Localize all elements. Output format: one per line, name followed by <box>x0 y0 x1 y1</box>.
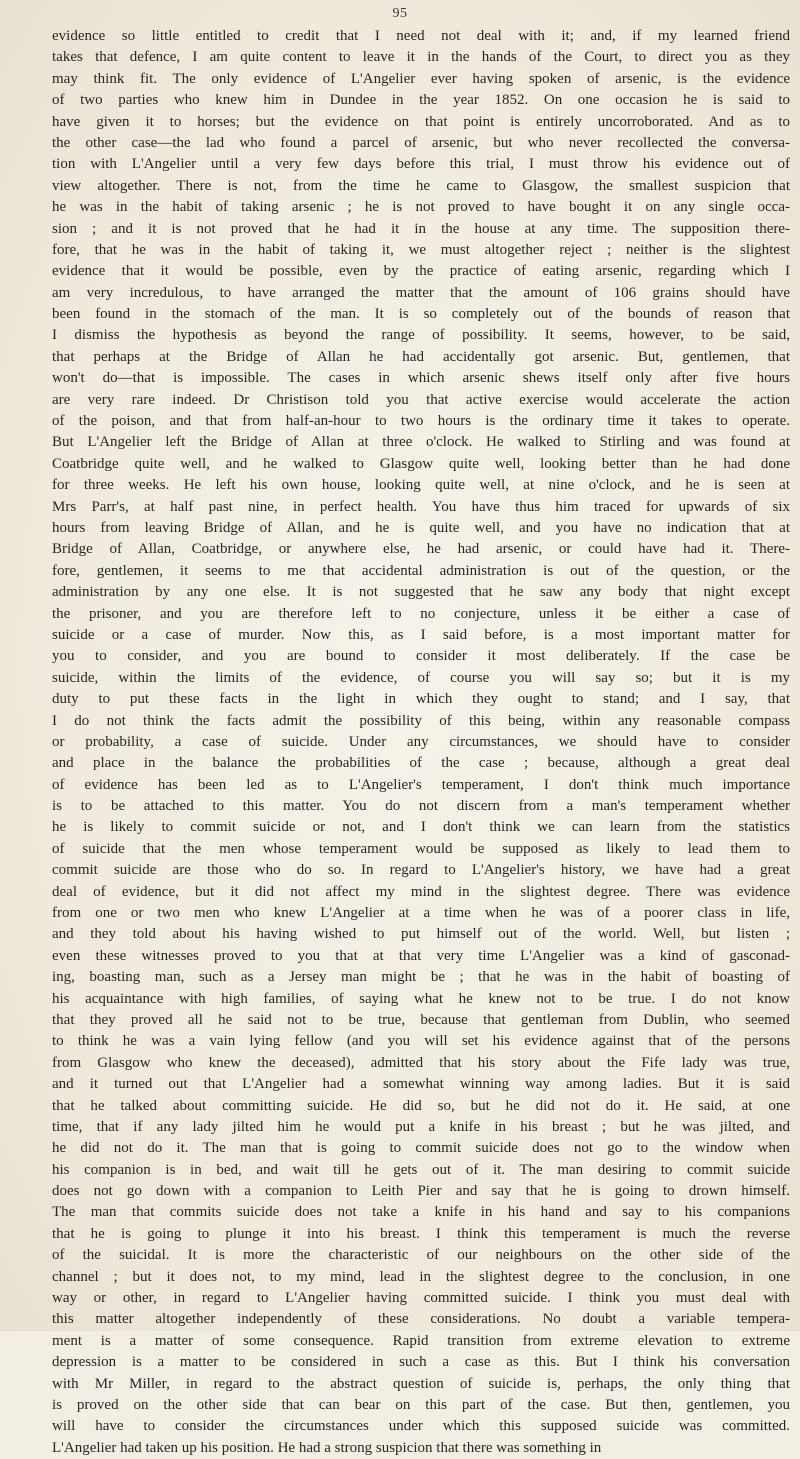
text-line: have given it to horses; but the evidence on that point is entirely uncorroborated. And as to <box>52 113 790 130</box>
text-line: his acquaintance with high families, of saying what he knew not to be true. I do not know <box>52 990 790 1007</box>
text-line: and place in the balance the probabilities of the case ; because, although a great deal <box>52 755 790 772</box>
text-line: of suicide that the men whose temperament would be supposed as likely to lead them to <box>52 840 790 857</box>
text-line: is to be attached to this matter. You do not discern from a man's temperament whether <box>52 798 790 815</box>
text-line: this matter altogether independently of these considerations. No doubt a variable tempera- <box>52 1311 790 1328</box>
text-line: Mrs Parr's, at half past nine, in perfect health. You have thus him traced for upwards of six <box>52 498 790 515</box>
text-line: fore, gentlemen, it seems to me that accidental administration is out of the question, or the <box>52 562 790 579</box>
text-line: won't do—that is impossible. The cases in which arsenic shews itself only after five hours <box>52 370 790 387</box>
text-line: of evidence has been led as to L'Angelier's temperament, I don't think much importance <box>52 776 790 793</box>
text-line: and they told about his having wished to put himself out of the world. Well, but listen ; <box>52 926 790 943</box>
text-line: the prisoner, and you are therefore left to no conjecture, unless it be either a case of <box>52 605 790 622</box>
text-line: of the suicidal. It is more the characteristic of our neighbours on the other side of the <box>52 1247 790 1264</box>
text-line: channel ; but it does not, to my mind, lead in the slightest degree to the conclusion, in one <box>52 1268 790 1285</box>
text-line: of two parties who knew him in Dundee in the year 1852. On one occasion he is said to <box>52 92 790 109</box>
text-line: his companion is in bed, and wait till he gets out of it. The man desiring to commit suicide <box>52 1161 790 1178</box>
text-line: even these witnesses proved to you that at that very time L'Angelier was a kind of gasconad- <box>52 947 790 964</box>
text-line: that they proved all he said not to be true, because that gentleman from Dublin, who seemed <box>52 1011 790 1028</box>
text-line: evidence so little entitled to credit that I need not deal with it; and, if my learned friend <box>52 28 790 44</box>
text-line: he was in the habit of taking arsenic ; he is not proved to have bought it on any single occa- <box>52 199 790 216</box>
text-line: suicide or a case of murder. Now this, as I said before, is a most important matter for <box>52 626 790 643</box>
text-line: evidence that it would be possible, even by the practice of eating arsenic, regarding which I <box>52 263 790 280</box>
text-line: you to consider, and you are bound to consider it most deliberately. If the case be <box>52 648 790 665</box>
text-line: But L'Angelier left the Bridge of Allan at three o'clock. He walked to Stirling and was found at <box>52 434 790 451</box>
text-line: I do not think the facts admit the possibility of this being, within any reasonable compass <box>52 712 790 729</box>
text-line: Coatbridge quite well, and he walked to Glasgow quite well, looking better than he had done <box>52 455 790 472</box>
text-line: L'Angelier had taken up his position. He had a strong suspicion that there was something in <box>52 1439 602 1456</box>
text-line: way or other, in regard to L'Angelier having committed suicide. I think you must deal with <box>52 1290 790 1307</box>
text-line: from Glasgow who knew the deceased), admitted that his story about the Fife lady was true, <box>52 1054 790 1071</box>
text-line: fore, that he was in the habit of taking it, we must altogether reject ; neither is the slightest <box>52 241 790 258</box>
text-line: is proved on the other side that can bear on this part of the case. But then, gentlemen, you <box>52 1397 790 1413</box>
text-line: duty to put these facts in the light in which they ought to stand; and I say, that <box>52 691 790 708</box>
text-line: time, that if any lady jilted him he would put a knife in his breast ; but he was jilted, and <box>52 1118 790 1135</box>
text-line: of the poison, and that from half-an-hour to two hours is the ordinary time it takes to operate. <box>52 413 790 430</box>
text-line: view altogether. There is not, from the time he came to Glasgow, the smallest suspicion that <box>52 177 790 194</box>
text-line: that he talked about committing suicide. He did so, but he did not do it. He said, at one <box>52 1097 790 1114</box>
text-line: that he is going to plunge it into his breast. I think this temperament is much the reverse <box>52 1225 790 1242</box>
text-line: deal of evidence, but it did not affect my mind in the slightest degree. There was evidence <box>52 883 790 900</box>
text-line: with Mr Miller, in regard to the abstract question of suicide is, perhaps, the only thing that <box>52 1375 790 1392</box>
text-line: Bridge of Allan, Coatbridge, or anywhere else, he had arsenic, or could have had it. There- <box>52 541 790 558</box>
text-line: to think he was a vain lying fellow (and you will set his evidence against that of the persons <box>52 1033 790 1050</box>
text-line: he did not do it. The man that is going to commit suicide does not go to the window when <box>52 1140 790 1157</box>
text-line: tion with L'Angelier until a very few days before this trial, I must throw his evidence out of <box>52 156 790 173</box>
text-line: he is likely to commit suicide or not, and I don't think we can learn from the statistics <box>52 819 790 836</box>
text-line: and it turned out that L'Angelier had a somewhat winning way among ladies. But it is said <box>52 1076 790 1093</box>
text-line: am very incredulous, to have arranged the matter that the amount of 106 grains should have <box>52 284 790 301</box>
text-line: ment is a matter of some consequence. Rapid transition from extreme elevation to extreme <box>52 1332 790 1349</box>
text-line: been found in the stomach of the man. It is so completely out of the bounds of reason that <box>52 306 790 323</box>
text-line: sion ; and it is not proved that he had it in the house at any time. The supposition there- <box>52 220 790 237</box>
text-line: the other case—the lad who found a parcel of arsenic, but who never recollected the conversa- <box>52 134 790 151</box>
text-line: takes that defence, I am quite content to leave it in the hands of the Court, to direct you as they <box>52 49 790 66</box>
text-line: hours from leaving Bridge of Allan, and he is quite well, and you have no indication that at <box>52 519 790 536</box>
text-line: from one or two men who knew L'Angelier at a time when he was of a poorer class in life, <box>52 905 790 922</box>
text-line: or probability, a case of suicide. Under any circumstances, we should have to consider <box>52 733 790 750</box>
body-text <box>52 26 790 1459</box>
text-line: depression is a matter to be considered in such a case as this. But I think his conversation <box>52 1354 790 1371</box>
text-line: for three weeks. He left his own house, looking quite well, at nine o'clock, and he is seen at <box>52 477 790 494</box>
text-line: will have to consider the circumstances under which this supposed suicide was committed. <box>52 1418 790 1435</box>
text-line: ing, boasting man, such as a Jersey man might be ; that he was in the habit of boasting of <box>52 969 790 986</box>
text-line: does not go down with a companion to Leith Pier and say that he is going to drown himself. <box>52 1183 790 1200</box>
text-line: The man that commits suicide does not take a knife in his hand and say to his companions <box>52 1204 790 1221</box>
text-line: may think fit. The only evidence of L'Angelier ever having spoken of arsenic, is the evidence <box>52 70 790 87</box>
page-number: 95 <box>392 6 408 21</box>
text-line: I dismiss the hypothesis as beyond the range of possibility. It seems, however, to be said, <box>52 327 790 344</box>
text-line: are very rare indeed. Dr Christison told you that active exercise would accelerate the action <box>52 391 790 408</box>
text-line: administration by any one else. It is not suggested that he saw any body that night except <box>52 584 790 601</box>
text-line: commit suicide are those who do so. In regard to L'Angelier's history, we have had a great <box>52 862 790 879</box>
text-line: suicide, within the limits of the evidence, of course you will say so; but it is my <box>52 669 790 686</box>
text-line: that perhaps at the Bridge of Allan he had accidentally got arsenic. But, gentlemen, that <box>52 348 790 365</box>
